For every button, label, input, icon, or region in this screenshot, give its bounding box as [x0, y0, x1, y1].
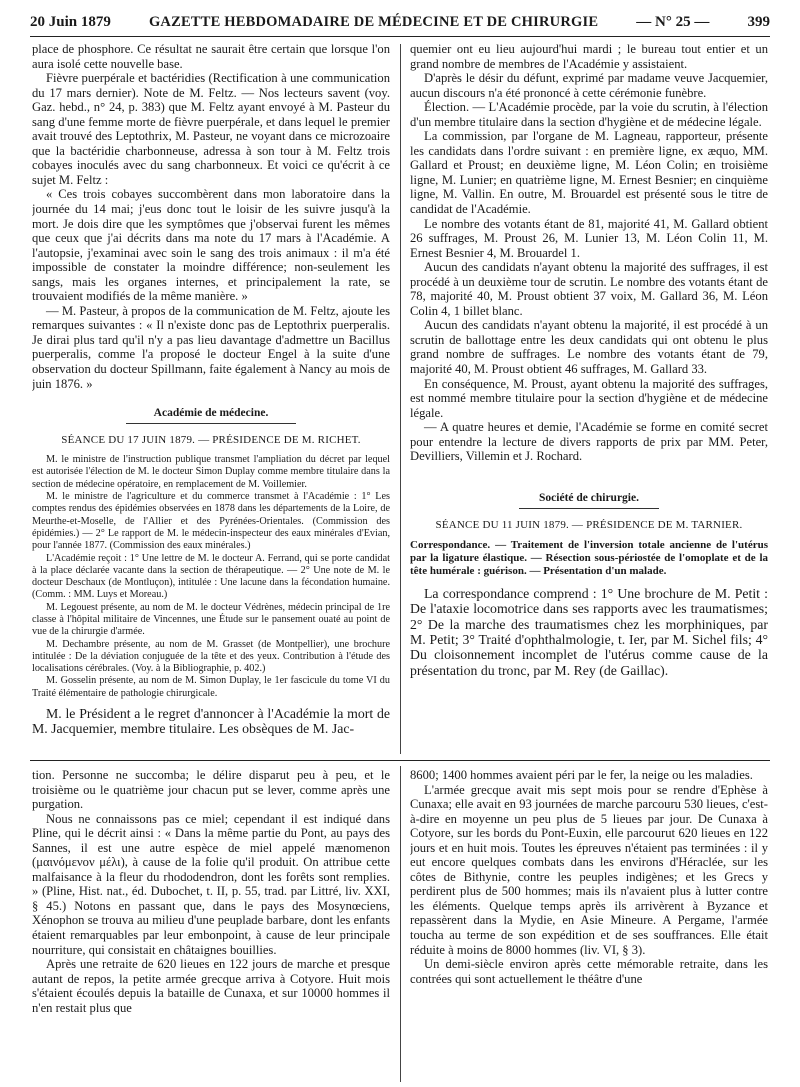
paragraph: L'armée grecque avait mis sept mois pour se rendre d'Ephèse à Cunaxa; elle avait en 93 journées de marche parcouru 530 lieues, c'est-à-dire en moyenne un peu plus de 5 lieues par jour. De Cunaxa à Cotyore, sur les bords du Pont-Euxin, elle parcourut 620 lieues en 122 jours et en huit mois. Toutes les épreuves n'étaient pas terminées : il y eut encore quelques combats dans les environs d'Héraclée, sur les côtes de Bithynie, contre les peuples indigènes; et les Grecs y perdirent plus de 500 hommes; mais ils n'avaient plus à lutter contre les éléments. Quelque temps après ils arrivèrent à Byzance et repassèrent dans la Mydie, en Asie Mineure. A Pergame, l'armée toucha au terme de son expédition et de ses souffrances. Elle était réduite à moins de 8000 hommes (liv. VI, § 3). — [410, 782, 768, 957]
issue-number: — N° 25 — — [636, 13, 710, 30]
paragraph: Aucun des candidats n'ayant obtenu la majorité, il est procédé à un scrutin de ballottage entre les deux candidats qui ont obtenu le plus grand nombre de suffrages. Le nombre des votants étant de 79, majorité 40, M. Proust obtient 46 suffrages, M. Gallard 33. — [410, 318, 768, 377]
paragraph: Fièvre puerpérale et bactéridies (Rectification à une communication du 17 mars dernier). Note de M. Feltz. — Nos lecteurs savent (voy. Gaz. hebd., n° 24, p. 383) que M. Feltz ayant envoyé à M. Pasteur du sang d'une femme morte de fièvre puerpérale, et dans lequel le premier avait trouvé des Leptothrix, M. Pasteur, ne voyant dans ce microzoaire que la bactéridie charbonneuse, adressa à son tour à M. Feltz trois cobayes inoculés avec du sang charbonneux. Et voici ce qu'écrit à ce sujet M. Feltz : — [32, 71, 390, 187]
paragraph: place de phosphore. Ce résultat ne saurait être certain que lorsque l'on aura isolé cette nouvelle base. — [32, 42, 390, 71]
seance-heading: SÉANCE DU 11 JUIN 1879. — PRÉSIDENCE DE M. TARNIER. — [435, 518, 743, 531]
section-rule — [519, 508, 659, 509]
paragraph: Un demi-siècle environ après cette mémorable retraite, dans les contrées qui sont actuellement le théâtre d'une — [410, 957, 768, 986]
paragraph: « Ces trois cobayes succombèrent dans mon laboratoire dans la journée du 14 mai; j'eus donc tout le loisir de les suivre jusqu'à la mort. Je dois dire que les symptômes que j'observai furent les mêmes que ceux que j'ai décrits dans ma note du 17 mars à l'Académie. A l'autopsie, j'examinai avec soin le sang des trois animaux : il m'a été impossible de constater la moindre différence; non-seulement les sangs, mais les organes internes, et principalement la rate, se trouvaient modifiés de la même manière. » — [32, 187, 390, 304]
small-paragraph: L'Académie reçoit : 1° Une lettre de M. le docteur A. Ferrand, qui se porte candidat à la place déclarée vacante dans la section de thérapeutique. — 2° Une note de M. le docteur Deschaux (de Montluçon), intitulée : Une lacune dans la fécondation humaine. (Comm. : MM. Luys et Moreau.) — [32, 552, 390, 601]
bottom-left-column — [32, 768, 390, 1082]
horizontal-divider — [30, 760, 770, 761]
paragraph: M. le Président a le regret d'annoncer à l'Académie la mort de M. Jacquemier, membre titulaire. Les obsèques de M. Jac- — [32, 706, 390, 737]
issue-date: 20 Juin 1879 — [30, 13, 111, 30]
paragraph: quemier ont eu lieu aujourd'hui mardi ; le bureau tout entier et un grand nombre de membres de l'Académie y assistaient. — [410, 42, 768, 71]
paragraph: — A quatre heures et demie, l'Académie se forme en comité secret pour entendre la lecture de divers rapports de prix par MM. Peter, Devilliers, Villemin et J. Rochard. — [410, 420, 768, 464]
paragraph: La commission, par l'organe de M. Lagneau, rapporteur, présente les candidats dans l'ordre suivant : en première ligne, ex æquo, MM. Gallard et Proust; en deuxième ligne, M. Léon Colin; en troisième ligne, M. Lunier; en quatrième ligne, M. Ernest Besnier; en cinquième ligne, M. Vallin. En outre, M. Brouardel est présenté sous le titre de candidat de l'Académie. — [410, 129, 768, 217]
paragraph: — M. Pasteur, à propos de la communication de M. Feltz, ajoute les remarques suivantes : « Il n'existe donc pas de Leptothrix puerperalis. Je dirai plus tard qu'il n'y a pas lieu davantage d'admettre un Bacillus puerperalis, comme l'a proposé le docteur Engel à la suite d'une observation du docteur Spillmann, faite également à Nancy au mois de juin 1876. » — [32, 303, 390, 391]
seance-heading: SÉANCE DU 17 JUIN 1879. — PRÉSIDENCE DE M. RICHET. — [61, 434, 361, 447]
paragraph: Élection. — L'Académie procède, par la voie du scrutin, à l'élection d'un membre titulaire dans la section d'hygiène et de médecine légale. — [410, 100, 768, 129]
small-paragraph: M. Legouest présente, au nom de M. le docteur Védrènes, médecin principal de 1re classe à l'hôpital militaire de Vincennes, une Étude sur le pansement ouaté au point de vue de la chirurgie d'armée. — [32, 601, 390, 638]
top-right-column — [410, 42, 768, 754]
paragraph: D'après le désir du défunt, exprimé par madame veuve Jacquemier, aucun discours n'a été prononcé à cette cérémonie funèbre. — [410, 71, 768, 100]
paragraph: En conséquence, M. Proust, ayant obtenu la majorité des suffrages, est nommé membre titulaire pour la section d'hygiène et de médecine légale. — [410, 376, 768, 420]
top-left-column — [32, 42, 390, 754]
section-title: Académie de médecine. — [153, 407, 269, 420]
page-header — [30, 8, 770, 37]
paragraph: La correspondance comprend : 1° Une brochure de M. Petit : De l'ataxie locomotrice dans ses rapports avec les traumatismes; 2° De la marche des traumatismes chez les morphiniques, par M. Petit; 3° Traité d'ophthalmologie, t. Ier, par M. Sichel fils; 4° Du cloisonnement incomplet de l'utérus comme cause de la présentation du tronc, par M. Rey (de Gaillac). — [410, 585, 768, 678]
paragraph: Aucun des candidats n'ayant obtenu la majorité des suffrages, il est procédé à un deuxième tour de scrutin. Le nombre des votants étant de 78, majorité 40, M. Proust obtient 37 voix, M. Gallard 36, M. Léon Colin 4, 1 billet blanc. — [410, 260, 768, 318]
section-title: Société de chirurgie. — [539, 491, 639, 504]
small-paragraph: M. le ministre de l'agriculture et du commerce transmet à l'Académie : 1° Les comptes rendus des épidémies observées en 1878 dans les départements de la Loire, de Meurthe-et-Moselle, de l'Allier et des Pyrénées-Orientales. (Commission des épidémies.) — 2° Le rapport de M. le médecin-inspecteur des eaux minérales d'Evian, pour l'année 1877. (Commission des eaux minérales.) — [32, 491, 390, 552]
section-rule — [126, 423, 296, 424]
paragraph: Le nombre des votants étant de 81, majorité 41, M. Gallard obtient 26 suffrages, M. Proust 26, M. Lunier 13, M. Léon Colin 11, M. Ernest Besnier 4, M. Brouardel 1. — [410, 216, 768, 260]
paragraph: Après une retraite de 620 lieues en 122 jours de marche et presque autant de repos, la petite armée grecque arriva à Cotyore. Huit mois s'étaient écoulés depuis la bataille de Cunaxa, et sur 10000 hommes il n'en restait plus que — [32, 957, 390, 1015]
page-number: 399 — [747, 13, 770, 30]
paragraph: Nous ne connaissons pas ce miel; cependant il est indiqué dans Pline, qui le décrit ainsi : « Dans la même partie du Pont, au pays des Sannes, il est une autre espèce de miel appelé mænomenon (μαινόμενον μέλι), à cause de la folie qu'il produit. On attribue cette malfaisance à la fleur du rhododendron, dont les forêts sont remplies. » (Pline, Hist. nat., éd. Dubochet, t. II, p. 55, trad. par Littré, liv. XXI, § 45.) Notons en passant que, dans le pays des Mosynœciens, Xénophon se trouva au milieu d'une peuplade barbare, dont les enfants étaient remarquables par leur embonpoint, à cause de leur principale nourriture, qui consistait en châtaignes bouillies. — [32, 811, 390, 957]
column-divider — [400, 766, 401, 1082]
small-paragraph: M. Gosselin présente, au nom de M. Simon Duplay, le 1er fascicule du tome VI du Traité élémentaire de pathologie chirurgicale. — [32, 675, 390, 699]
small-paragraph: M. Dechambre présente, au nom de M. Grasset (de Montpellier), une brochure intitulée : De la déviation conjuguée de la tête et des yeux. Contribution à l'étude des localisations cérébrales. (Voy. à la Bibliographie, p. 402.) — [32, 638, 390, 675]
column-divider — [400, 44, 401, 754]
journal-title: GAZETTE HEBDOMADAIRE DE MÉDECINE ET DE CHIRURGIE — [148, 13, 599, 30]
small-paragraph: M. le ministre de l'instruction publique transmet l'ampliation du décret par lequel est autorisée l'élection de M. le docteur Simon Duplay comme membre titulaire dans la section de médecine opératoire, en remplacement de M. Voillemier. — [32, 454, 390, 490]
bottom-right-column — [410, 768, 768, 1082]
correspondance-summary: Correspondance. — Traitement de l'inversion totale ancienne de l'utérus par la ligature élastique. — Résection sous-périostée de l'omoplate et de la tête humérale : guérison. — Présentation d'un malade. — [410, 538, 768, 577]
paragraph: tion. Personne ne succomba; le délire disparut peu à peu, et le troisième ou le quatrième jour chacun put se lever, comme après une purgation. — [32, 768, 390, 812]
paragraph: 8600; 1400 hommes avaient péri par le fer, la neige ou les maladies. — [410, 768, 753, 782]
